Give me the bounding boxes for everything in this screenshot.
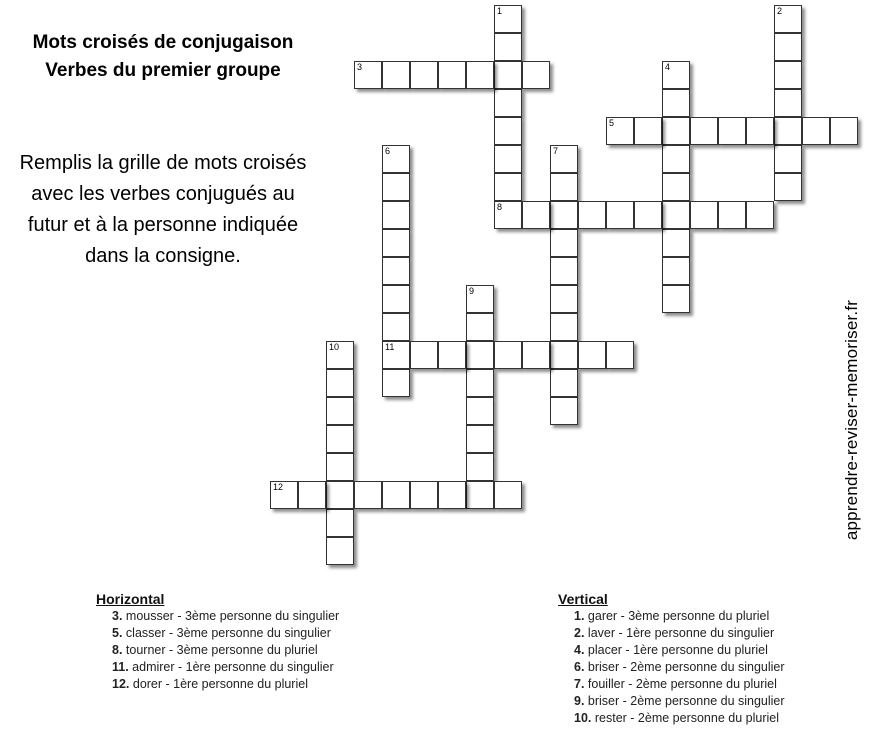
crossword-cell[interactable]	[550, 229, 578, 257]
crossword-cell[interactable]	[494, 201, 522, 229]
crossword-cell[interactable]	[382, 61, 410, 89]
crossword-cell[interactable]	[466, 425, 494, 453]
instructions-line-1: Remplis la grille de mots croisés	[19, 152, 307, 174]
crossword-cell[interactable]	[550, 285, 578, 313]
clue-item: 10. rester - 2ème personne du pluriel	[574, 711, 779, 725]
crossword-cell[interactable]	[494, 5, 522, 33]
instructions-line-4: dans la consigne.	[85, 245, 241, 267]
crossword-cell[interactable]	[326, 537, 354, 565]
crossword-cell[interactable]	[550, 369, 578, 397]
crossword-cell[interactable]	[466, 341, 494, 369]
crossword-cell[interactable]	[466, 397, 494, 425]
crossword-cell[interactable]	[494, 173, 522, 201]
instructions-line-2: avec les verbes conjugués au	[31, 183, 295, 205]
crossword-cell[interactable]	[774, 117, 802, 145]
crossword-cell[interactable]	[410, 61, 438, 89]
crossword-cell[interactable]	[550, 397, 578, 425]
crossword-cell[interactable]	[326, 369, 354, 397]
crossword-cell[interactable]	[746, 201, 774, 229]
crossword-cell[interactable]	[550, 145, 578, 173]
title-line-2: Verbes du premier groupe	[45, 60, 281, 81]
crossword-cell[interactable]	[746, 117, 774, 145]
clue-number: 4	[665, 62, 671, 72]
crossword-cell[interactable]	[662, 285, 690, 313]
clue-item: 1. garer - 3ème personne du pluriel	[574, 609, 770, 623]
crossword-cell[interactable]	[466, 453, 494, 481]
crossword-cell[interactable]	[522, 61, 550, 89]
crossword-cell[interactable]	[326, 341, 354, 369]
clue-number: 8	[497, 202, 503, 212]
clue-item: 11. admirer - 1ère personne du singulier	[112, 660, 334, 674]
vertical-heading: Vertical	[558, 591, 608, 607]
website-credit: apprendre-reviser-memoriser.fr	[842, 299, 861, 541]
clue-number: 1	[497, 6, 503, 16]
clue-item: 5. classer - 3ème personne du singulier	[112, 626, 331, 640]
crossword-cell[interactable]	[662, 61, 690, 89]
crossword-cell[interactable]	[606, 341, 634, 369]
crossword-cell[interactable]	[382, 313, 410, 341]
crossword-cell[interactable]	[774, 33, 802, 61]
crossword-cell[interactable]	[382, 257, 410, 285]
clue-number: 7	[553, 146, 559, 156]
crossword-cell[interactable]	[522, 201, 550, 229]
crossword-cell[interactable]	[606, 117, 634, 145]
crossword-cell[interactable]	[382, 341, 410, 369]
crossword-cell[interactable]	[550, 173, 578, 201]
crossword-cell[interactable]	[382, 285, 410, 313]
crossword-cell[interactable]	[494, 33, 522, 61]
clue-item: 3. mousser - 3ème personne du singulier	[112, 609, 340, 623]
crossword-cell[interactable]	[466, 285, 494, 313]
crossword-cell[interactable]	[662, 117, 690, 145]
clue-item: 8. tourner - 3ème personne du pluriel	[112, 643, 318, 657]
clue-item: 4. placer - 1ère personne du pluriel	[574, 643, 768, 657]
crossword-cell[interactable]	[494, 61, 522, 89]
crossword-cell[interactable]	[606, 201, 634, 229]
crossword-cell[interactable]	[354, 61, 382, 89]
crossword-cell[interactable]	[466, 481, 494, 509]
crossword-cell[interactable]	[662, 145, 690, 173]
crossword-cell[interactable]	[718, 201, 746, 229]
crossword-cell[interactable]	[718, 117, 746, 145]
clue-item: 9. briser - 2ème personne du singulier	[574, 694, 785, 708]
crossword-cell[interactable]	[774, 5, 802, 33]
crossword-cell[interactable]	[578, 341, 606, 369]
crossword-cell[interactable]	[578, 201, 606, 229]
crossword-cell[interactable]	[774, 89, 802, 117]
clue-item: 12. dorer - 1ère personne du pluriel	[112, 677, 308, 691]
instructions-line-3: futur et à la personne indiquée	[27, 214, 299, 236]
clue-number: 3	[357, 62, 363, 72]
clue-number: 6	[385, 146, 391, 156]
crossword-cell[interactable]	[494, 145, 522, 173]
clue-item: 2. laver - 1ère personne du singulier	[574, 626, 775, 640]
crossword-cell[interactable]	[326, 481, 354, 509]
crossword-cell[interactable]	[438, 341, 466, 369]
crossword-cell[interactable]	[410, 341, 438, 369]
crossword-cell[interactable]	[494, 117, 522, 145]
crossword-cell[interactable]	[690, 117, 718, 145]
crossword-cell[interactable]	[802, 117, 830, 145]
crossword-cell[interactable]	[662, 257, 690, 285]
crossword-cell[interactable]	[662, 89, 690, 117]
crossword-cell[interactable]	[550, 201, 578, 229]
horizontal-clues	[96, 591, 339, 693]
crossword-cell[interactable]	[774, 61, 802, 89]
crossword-cell[interactable]	[662, 229, 690, 257]
crossword-cell[interactable]	[326, 425, 354, 453]
crossword-cell[interactable]	[410, 481, 438, 509]
crossword-cell[interactable]	[466, 61, 494, 89]
crossword-cell[interactable]	[270, 481, 298, 509]
crossword-cell[interactable]	[298, 481, 326, 509]
crossword-cell[interactable]	[550, 341, 578, 369]
crossword-cell[interactable]	[774, 173, 802, 201]
crossword-cell[interactable]	[382, 201, 410, 229]
crossword-cell[interactable]	[382, 481, 410, 509]
crossword-cell[interactable]	[662, 173, 690, 201]
crossword-cell[interactable]	[494, 481, 522, 509]
crossword-cell[interactable]	[382, 145, 410, 173]
crossword-cell[interactable]	[382, 173, 410, 201]
clue-number: 5	[609, 118, 615, 128]
clue-item: 6. briser - 2ème personne du singulier	[574, 660, 785, 674]
crossword-cell[interactable]	[690, 201, 718, 229]
crossword-cell[interactable]	[522, 341, 550, 369]
crossword-cell[interactable]	[382, 369, 410, 397]
crossword-cell[interactable]	[774, 145, 802, 173]
crossword-cell[interactable]	[354, 481, 382, 509]
crossword-cell[interactable]	[438, 61, 466, 89]
crossword-cell[interactable]	[494, 89, 522, 117]
crossword-cell[interactable]	[550, 313, 578, 341]
clue-number: 2	[777, 6, 783, 16]
vertical-clues	[558, 591, 785, 727]
crossword-cell[interactable]	[634, 117, 662, 145]
crossword-cell[interactable]	[550, 257, 578, 285]
title-line-1: Mots croisés de conjugaison	[32, 32, 294, 53]
crossword-cell[interactable]	[466, 369, 494, 397]
crossword-cell[interactable]	[830, 117, 858, 145]
clue-number: 12	[273, 482, 284, 492]
crossword-cell[interactable]	[494, 341, 522, 369]
crossword-cell[interactable]	[326, 453, 354, 481]
clue-number: 10	[329, 342, 340, 352]
crossword-cell[interactable]	[466, 313, 494, 341]
crossword-cell[interactable]	[634, 201, 662, 229]
crossword-cell[interactable]	[662, 201, 690, 229]
crossword-cell[interactable]	[438, 481, 466, 509]
crossword-cell[interactable]	[326, 397, 354, 425]
clue-number: 9	[469, 286, 475, 296]
clue-number: 11	[385, 342, 395, 352]
crossword-cell[interactable]	[326, 509, 354, 537]
clue-item: 7. fouiller - 2ème personne du pluriel	[574, 677, 777, 691]
horizontal-heading: Horizontal	[96, 591, 165, 607]
crossword-cell[interactable]	[382, 229, 410, 257]
